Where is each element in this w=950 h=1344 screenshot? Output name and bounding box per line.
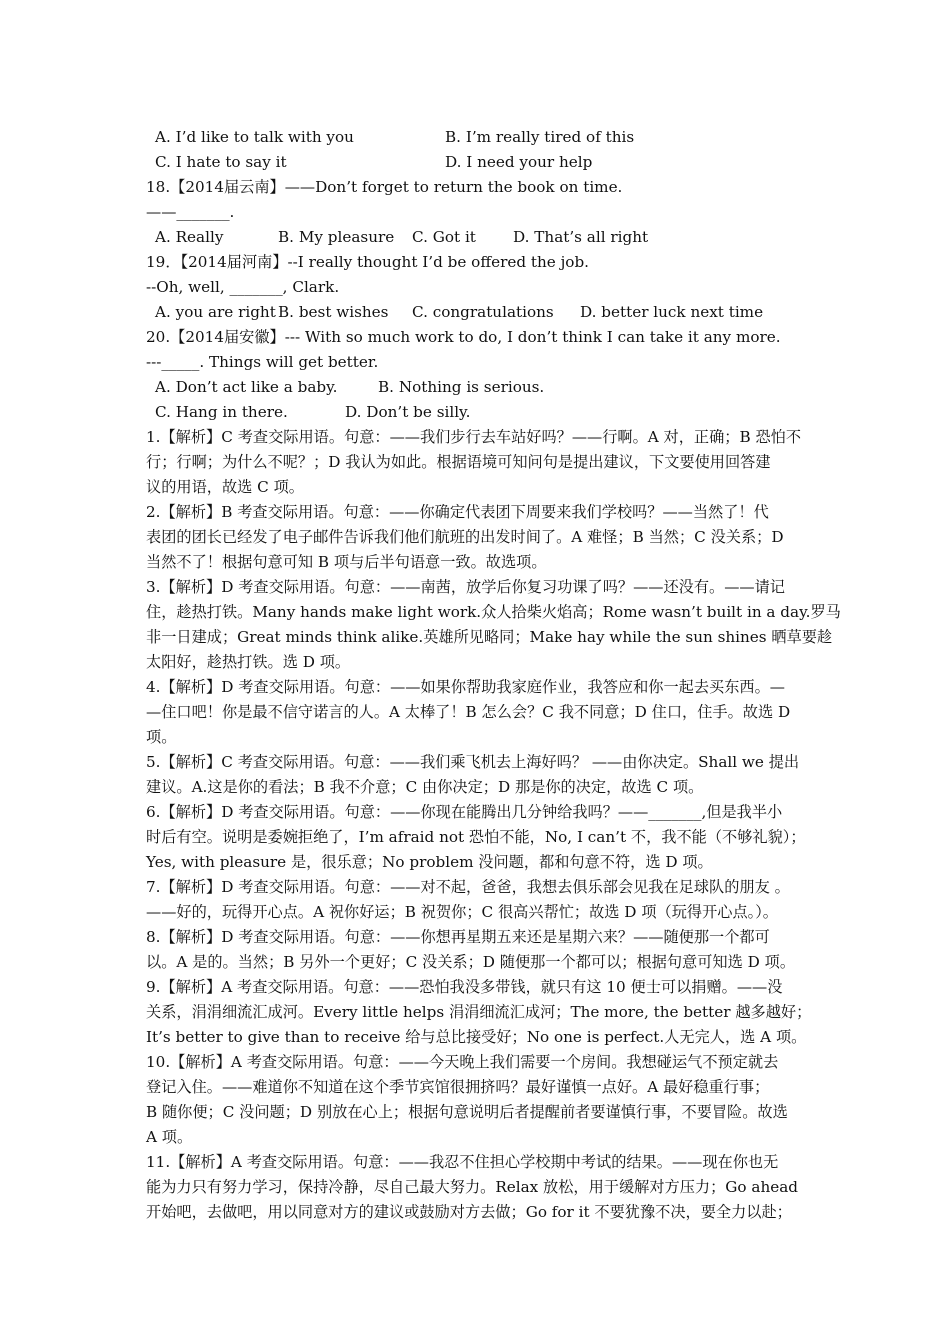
q19-option-a: A. you are right: [155, 303, 276, 321]
answer-line: 6.【解析】D 考查交际用语。句意：——你现在能腾出几分钟给我吗？——_______,但是我半小: [146, 803, 783, 821]
answer-line: 建议。A.这是你的看法；B 我不介意；C 由你决定；D 那是你的决定，故选 C 项。: [146, 778, 704, 796]
answer-line: 议的用语，故选 C 项。: [146, 478, 304, 496]
q18-stem: 18.【2014届云南】——Don’t forget to return the book on time.: [146, 178, 623, 196]
answer-line: 登记入住。——难道你不知道在这个季节宾馆很拥挤吗？最好谨慎一点好。A 最好稳重行事；: [146, 1078, 770, 1096]
q19-stem: 19．【2014届河南】--I really thought I’d be offered the job.: [146, 253, 589, 271]
q17-option-c: C. I hate to say it: [155, 153, 287, 171]
q20-option-a: A. Don’t act like a baby.: [155, 378, 338, 396]
q19-option-d: D. better luck next time: [580, 303, 764, 321]
answer-line: 4.【解析】D 考查交际用语。句意：——如果你帮助我家庭作业，我答应和你一起去买东西。—: [146, 678, 785, 696]
answer-line: It’s better to give than to receive 给与总比接受好；No one is perfect.人无完人，选 A 项。: [146, 1028, 807, 1046]
q20-stem: 20.【2014届安徽】--- With so much work to do, I don’t think I can take it any more.: [146, 328, 781, 346]
answer-line: —住口吧！你是最不信守诺言的人。A 太棒了！B 怎么会？C 我不同意；D 住口，住手。故选 D: [146, 703, 791, 721]
q19-option-b: B. best wishes: [278, 303, 389, 321]
q20-option-d: D. Don’t be silly.: [345, 403, 471, 421]
q18-option-b: B. My pleasure: [278, 228, 395, 246]
answer-line: 1.【解析】C 考查交际用语。句意：——我们步行去车站好吗？——行啊。A 对，正确；B 恐怕不: [146, 428, 802, 446]
answer-line: 行；行啊；为什么不呢？；D 我认为如此。根据语境可知问句是提出建议，下文要使用回答建: [146, 453, 771, 471]
answer-line: 住，趁热打铁。Many hands make light work.众人拾柴火焰高；Rome wasn’t built in a day.罗马: [146, 603, 841, 621]
q17-option-a: A. I’d like to talk with you: [155, 128, 354, 146]
answer-line: B 随你便；C 没问题；D 别放在心上；根据句意说明后者提醒前者要谨慎行事，不要冒险。故选: [146, 1103, 788, 1121]
q18-option-a: A. Really: [155, 228, 224, 246]
answer-line: 以。A 是的。当然；B 另外一个更好；C 没关系；D 随便那一个都可以；根据句意可知选 D 项。: [146, 953, 796, 971]
answer-line: 5.【解析】C 考查交际用语。句意：——我们乘飞机去上海好吗？ ——由你决定。Shall we 提出: [146, 753, 800, 771]
q19-reply: --Oh, well, _______, Clark.: [146, 278, 340, 296]
answer-line: 8.【解析】D 考查交际用语。句意：——你想再星期五来还是星期六来？——随便那一个都可: [146, 928, 770, 946]
answer-line: 7.【解析】D 考查交际用语。句意：——对不起，爸爸，我想去俱乐部会见我在足球队的朋友 。: [146, 878, 790, 896]
q20-option-b: B. Nothing is serious.: [378, 378, 545, 396]
answer-line: 项。: [146, 728, 177, 746]
answer-line: 表团的团长已经发了电子邮件告诉我们他们航班的出发时间了。A 难怪；B 当然；C 没关系；D: [146, 528, 784, 546]
answer-line: 9.【解析】A 考查交际用语。句意：——恐怕我没多带钱，就只有这 10 便士可以捐赠。——没: [146, 978, 783, 996]
answer-line: 非一日建成；Great minds think alike.英雄所见略同；Make hay while the sun shines 晒草要趁: [146, 628, 833, 646]
q19-option-c: C. congratulations: [412, 303, 554, 321]
answer-line: 时后有空。说明是委婉拒绝了，I’m afraid not 恐怕不能，No, I can’t 不，我不能（不够礼貌）；: [146, 828, 806, 846]
q18-option-c: C. Got it: [412, 228, 476, 246]
answer-line: 10.【解析】A 考查交际用语。句意：——今天晚上我们需要一个房间。我想碰运气不预定就去: [146, 1053, 779, 1071]
answer-line: 2.【解析】B 考查交际用语。句意：——你确定代表团下周要来我们学校吗？——当然了！代: [146, 503, 769, 521]
q18-option-d: D. That’s all right: [513, 228, 649, 246]
answer-line: 关系，涓涓细流汇成河。Every little helps 涓涓细流汇成河；The more, the better 越多越好；: [146, 1003, 812, 1021]
q17-option-b: B. I’m really tired of this: [445, 128, 635, 146]
answer-line: A 项。: [146, 1128, 193, 1146]
q20-option-c: C. Hang in there.: [155, 403, 288, 421]
answer-line: 开始吧，去做吧，用以同意对方的建议或鼓励对方去做；Go for it 不要犹豫不决，要全力以赴；: [146, 1203, 792, 1221]
answer-line: Yes, with pleasure 是，很乐意；No problem 没问题，都和句意不符，选 D 项。: [146, 853, 713, 871]
answer-line: 3.【解析】D 考查交际用语。句意：——南茜，放学后你复习功课了吗？——还没有。——请记: [146, 578, 785, 596]
answer-line: 太阳好，趁热打铁。选 D 项。: [146, 653, 351, 671]
q20-reply: ---_____. Things will get better.: [146, 353, 379, 371]
q17-option-d: D. I need your help: [445, 153, 593, 171]
answer-line: 能为力只有努力学习，保持冷静，尽自己最大努力。Relax 放松，用于缓解对方压力；Go ahead: [146, 1178, 798, 1196]
answer-line: ——好的，玩得开心点。A 祝你好运；B 祝贺你；C 很高兴帮忙；故选 D 项（玩得开心点。）。: [146, 903, 778, 921]
answer-line: 当然不了！根据句意可知 B 项与后半句语意一致。故选项。: [146, 553, 547, 571]
q18-reply: ——_______.: [146, 203, 235, 221]
answer-line: 11.【解析】A 考查交际用语。句意：——我忍不住担心学校期中考试的结果。——现在你也无: [146, 1153, 779, 1171]
